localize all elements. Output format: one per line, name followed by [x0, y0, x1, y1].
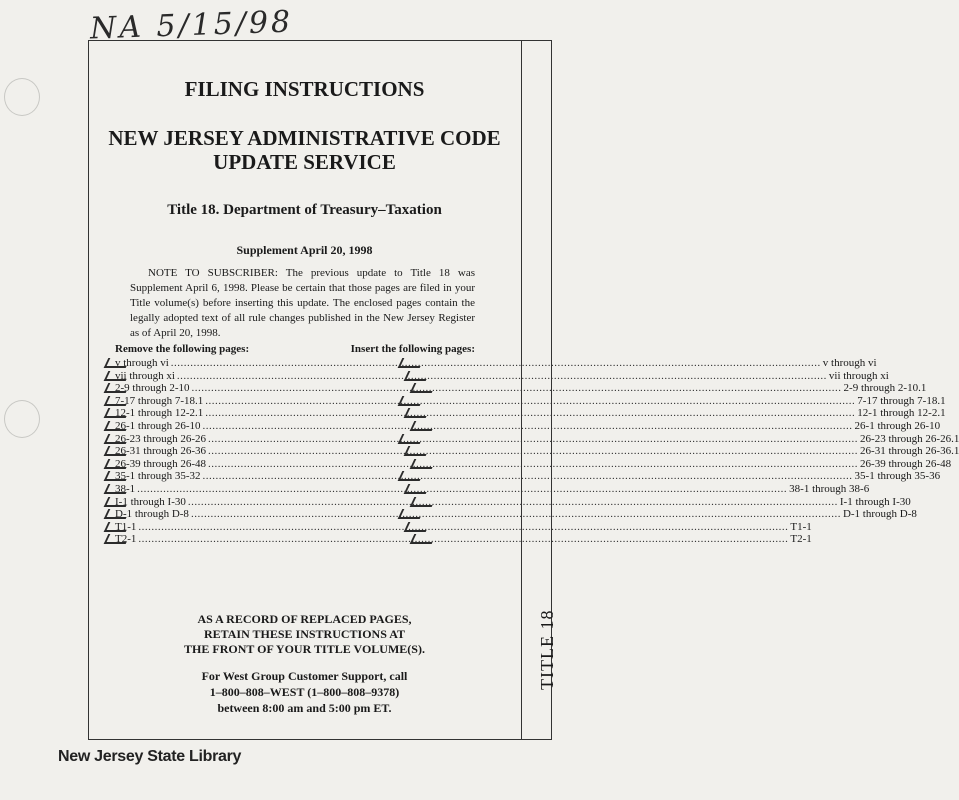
supplement-date: Supplement April 20, 1998 — [236, 243, 373, 257]
insert-pages: vii through xi — [828, 369, 889, 382]
insert-pages: 26-39 through 26-48 — [860, 457, 952, 470]
check-mark — [410, 497, 437, 507]
punch-hole — [4, 400, 40, 438]
remove-pages: 2-9 through 2-10 — [115, 382, 190, 395]
remove-pages: 26-39 through 26-48 — [115, 457, 207, 470]
insert-pages: v through vi — [822, 357, 877, 369]
check-mark — [404, 371, 431, 381]
remove-pages: 38-1 — [115, 483, 136, 495]
dot-leader: ........................................................................................................................................................................................................ — [187, 495, 838, 508]
check-mark — [404, 522, 431, 532]
note-to-subscriber — [130, 266, 475, 341]
remove-heading: Remove the following pages: — [115, 343, 250, 355]
check-mark — [104, 497, 131, 507]
code-title-line2: UPDATE SERVICE — [213, 150, 396, 174]
dot-leader: ........................................................................................................................................................................................................ — [190, 508, 841, 521]
remove-pages: I-1 through I-30 — [115, 495, 186, 508]
dot-leader: ........................................................................................................................................................................................................ — [205, 407, 856, 420]
department-title: Title 18. Department of Treasury–Taxation — [167, 202, 442, 218]
insert-pages: D-1 through D-8 — [842, 508, 917, 521]
dot-leader: ........................................................................................................................................................................................................ — [138, 520, 789, 533]
insert-pages: 26-23 through 26-26.1 — [860, 432, 959, 445]
check-mark — [104, 484, 131, 494]
dot-leader: ........................................................................................................................................................................................................ — [208, 432, 859, 445]
remove-pages: 12-1 through 12-2.1 — [115, 407, 204, 420]
remove-pages: 26-1 through 26-10 — [115, 420, 201, 432]
insert-pages: T2-1 — [790, 533, 812, 546]
record-instructions — [88, 612, 521, 657]
insert-pages: I-1 through I-30 — [839, 495, 911, 508]
check-mark — [104, 421, 131, 431]
record-line-3: THE FRONT OF YOUR TITLE VOLUME(S). — [184, 642, 425, 656]
dot-leader: ........................................................................................................................................................................................................ — [205, 394, 856, 407]
record-line-2: RETAIN THESE INSTRUCTIONS AT — [203, 627, 406, 641]
insert-pages: 26-31 through 26-36.1 — [860, 445, 959, 458]
code-title — [88, 126, 521, 174]
remove-pages: 35-1 through 35-32 — [115, 470, 201, 483]
dot-leader: ........................................................................................................................................................................................................ — [176, 369, 827, 382]
check-mark — [104, 522, 131, 532]
insert-pages: 26-1 through 26-10 — [854, 420, 941, 432]
check-mark — [404, 484, 431, 494]
remove-pages: T1-1 — [115, 520, 137, 533]
insert-pages: 2-9 through 2-10.1 — [843, 382, 927, 395]
library-stamp: New Jersey State Library — [58, 748, 242, 765]
remove-pages: 26-23 through 26-26 — [115, 432, 207, 445]
note-text: NOTE TO SUBSCRIBER: The previous update to Title 18 was Supplement April 6, 1998. Please be certain that those pages are filed in your Title volume(s) before inserting this update. The enclosed pages contain the legally adopted text of all rule changes published in the New Jersey Register as of April 20, 1998. — [130, 267, 475, 339]
remove-pages: v through vi — [115, 357, 169, 369]
remove-pages: T2-1 — [115, 533, 137, 546]
insert-pages: 35-1 through 35-36 — [854, 470, 941, 483]
code-title-line1: NEW JERSEY ADMINISTRATIVE CODE — [108, 126, 501, 150]
title-tab-label: TITLE 18 — [537, 609, 557, 690]
dot-leader: ........................................................................................................................................................................................................ — [191, 382, 842, 395]
remove-pages: vii through xi — [115, 369, 175, 382]
remove-pages: 26-31 through 26-36 — [115, 445, 207, 458]
dot-leader: ........................................................................................................................................................................................................ — [208, 457, 859, 470]
support-line-1: For West Group Customer Support, call — [201, 669, 408, 683]
insert-pages: T1-1 — [790, 520, 812, 533]
insert-pages: 7-17 through 7-18.1 — [857, 394, 946, 407]
check-mark — [104, 459, 131, 469]
check-mark — [398, 396, 425, 406]
punch-hole — [4, 78, 40, 116]
check-mark — [104, 396, 131, 406]
support-phone: 1–800–808–WEST (1–800–808–9378) — [209, 685, 400, 699]
dot-leader: ........................................................................................................................................................................................................ — [202, 470, 853, 483]
remove-pages: 7-17 through 7-18.1 — [115, 394, 204, 407]
insert-heading: Insert the following pages: — [350, 343, 475, 355]
check-mark — [104, 434, 131, 444]
check-mark — [410, 459, 437, 469]
check-mark — [398, 358, 425, 368]
dot-leader: ........................................................................................................................................................................................................ — [138, 533, 789, 546]
support-hours: between 8:00 am and 5:00 pm ET. — [217, 701, 392, 715]
page-title: FILING INSTRUCTIONS — [184, 77, 425, 101]
insert-pages: 38-1 through 38-6 — [789, 483, 870, 495]
record-line-1: AS A RECORD OF REPLACED PAGES, — [197, 612, 412, 626]
check-mark — [398, 434, 425, 444]
dot-leader: ........................................................................................................................................................................................................ — [137, 483, 788, 495]
customer-support — [88, 668, 521, 716]
dot-leader: ........................................................................................................................................................................................................ — [202, 420, 853, 432]
check-mark — [104, 358, 131, 368]
dot-leader: ........................................................................................................................................................................................................ — [208, 445, 859, 458]
check-mark — [410, 421, 437, 431]
check-mark — [104, 371, 131, 381]
handwritten-date-note: NA 5/15/98 — [89, 4, 294, 47]
remove-pages: D-1 through D-8 — [115, 508, 189, 521]
dot-leader: ........................................................................................................................................................................................................ — [170, 357, 821, 369]
insert-pages: 12-1 through 12-2.1 — [857, 407, 946, 420]
